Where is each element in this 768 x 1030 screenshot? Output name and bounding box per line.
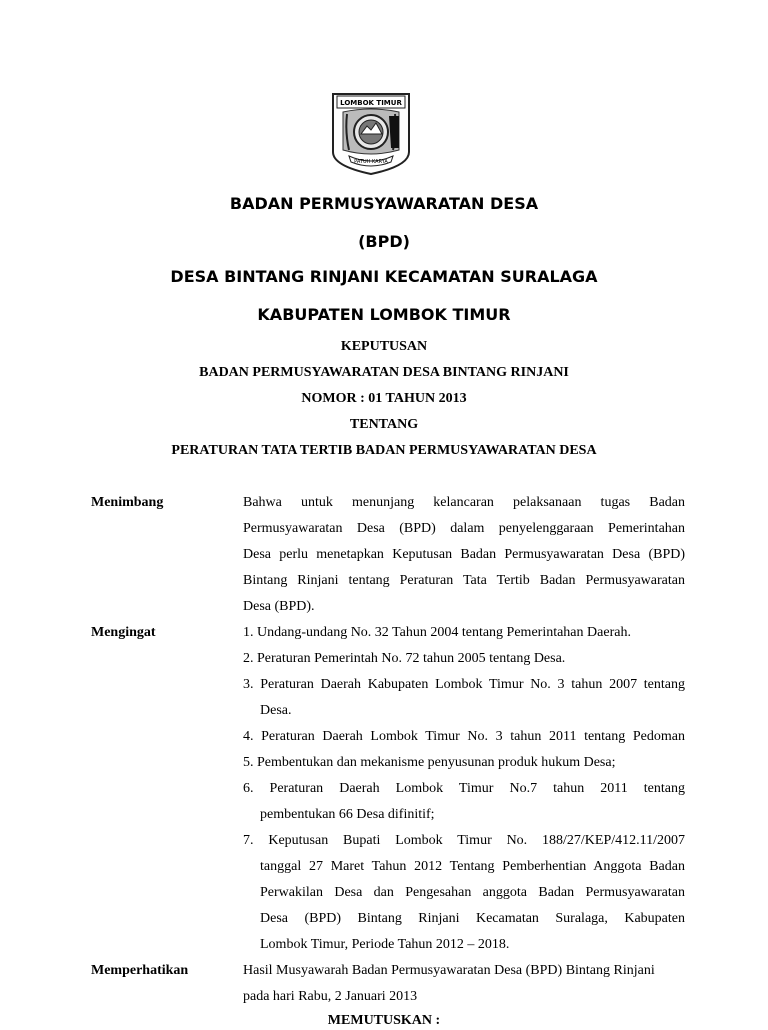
mengingat-item-text: Perwakilan Desa dan Pengesahan anggota Badan Permusyawaratan (260, 885, 685, 900)
menimbang-label: Menimbang (91, 495, 164, 510)
mengingat-item-text: Desa (BPD) Bintang Rinjani Kecamatan Suralaga, Kabupaten (260, 911, 685, 926)
memutuskan-heading: MEMUTUSKAN : (327, 1013, 441, 1028)
mengingat-item-5 (243, 754, 685, 780)
mengingat-item-text: 6. Peraturan Daerah Lombok Timur No.7 tahun 2011 tentang (243, 781, 685, 796)
svg-text:LOMBOK TIMUR: LOMBOK TIMUR (340, 99, 402, 107)
decree-tentang: TENTANG (349, 417, 419, 432)
mengingat-item-text: Lombok Timur, Periode Tahun 2012 – 2018. (260, 937, 510, 952)
decree-number: NOMOR : 01 TAHUN 2013 (301, 391, 467, 406)
svg-text:PATUH KARYA: PATUH KARYA (354, 159, 388, 165)
header-line-2: (BPD) (358, 232, 410, 251)
menimbang-line: Desa (BPD). (243, 599, 315, 614)
mengingat-item-1 (243, 624, 685, 650)
decree-body: BADAN PERMUSYAWARATAN DESA BINTANG RINJANI (199, 365, 569, 380)
decree-subject: PERATURAN TATA TERTIB BADAN PERMUSYAWARATAN DESA (171, 443, 597, 458)
mengingat-item-text: Desa. (260, 703, 292, 718)
mengingat-item-text: 1. Undang-undang No. 32 Tahun 2004 tentang Pemerintahan Daerah. (243, 625, 631, 640)
mengingat-item-text: 3. Peraturan Daerah Kabupaten Lombok Timur No. 3 tahun 2007 tentang (243, 677, 685, 692)
memperhatikan-line: pada hari Rabu, 2 Januari 2013 (243, 989, 418, 1004)
menimbang-line: Bahwa untuk menunjang kelancaran pelaksanaan tugas Badan (243, 495, 685, 510)
memperhatikan-label: Memperhatikan (91, 963, 189, 978)
header-line-4: KABUPATEN LOMBOK TIMUR (257, 305, 511, 324)
mengingat-item-text: pembentukan 66 Desa difinitif; (260, 807, 435, 822)
mengingat-item-3 (243, 676, 685, 728)
header-line-3: DESA BINTANG RINJANI KECAMATAN SURALAGA (170, 267, 598, 286)
mengingat-item-text: 5. Pembentukan dan mekanisme penyusunan produk hukum Desa; (243, 755, 616, 770)
menimbang-line: Desa perlu menetapkan Keputusan Badan Permusyawaratan Desa (BPD) (243, 547, 685, 562)
mengingat-item-2 (243, 650, 685, 676)
memperhatikan-text (243, 962, 685, 1014)
mengingat-item-text: tanggal 27 Maret Tahun 2012 Tentang Pemberhentian Anggota Badan (260, 859, 685, 874)
mengingat-item-7 (243, 832, 685, 962)
lombok-timur-emblem (331, 92, 411, 176)
menimbang-line: Permusyawaratan Desa (BPD) dalam penyelenggaraan Pemerintahan (243, 521, 685, 536)
menimbang-line: Bintang Rinjani tentang Peraturan Tata Tertib Badan Permusyawaratan (243, 573, 685, 588)
decree-keputusan: KEPUTUSAN (340, 339, 428, 354)
mengingat-item-text: 2. Peraturan Pemerintah No. 72 tahun 2005 tentang Desa. (243, 651, 566, 666)
mengingat-item-text: 4. Peraturan Daerah Lombok Timur No. 3 tahun 2011 tentang Pedoman (243, 729, 685, 744)
mengingat-label: Mengingat (91, 625, 156, 640)
mengingat-item-4 (243, 728, 685, 754)
emblem-icon (331, 92, 411, 176)
mengingat-item-text: 7. Keputusan Bupati Lombok Timur No. 188/27/KEP/412.11/2007 (243, 833, 685, 848)
menimbang-text (243, 494, 685, 624)
mengingat-item-6 (243, 780, 685, 832)
header-line-1: BADAN PERMUSYAWARATAN DESA (229, 194, 539, 213)
memperhatikan-line: Hasil Musyawarah Badan Permusyawaratan Desa (BPD) Bintang Rinjani (243, 963, 655, 978)
